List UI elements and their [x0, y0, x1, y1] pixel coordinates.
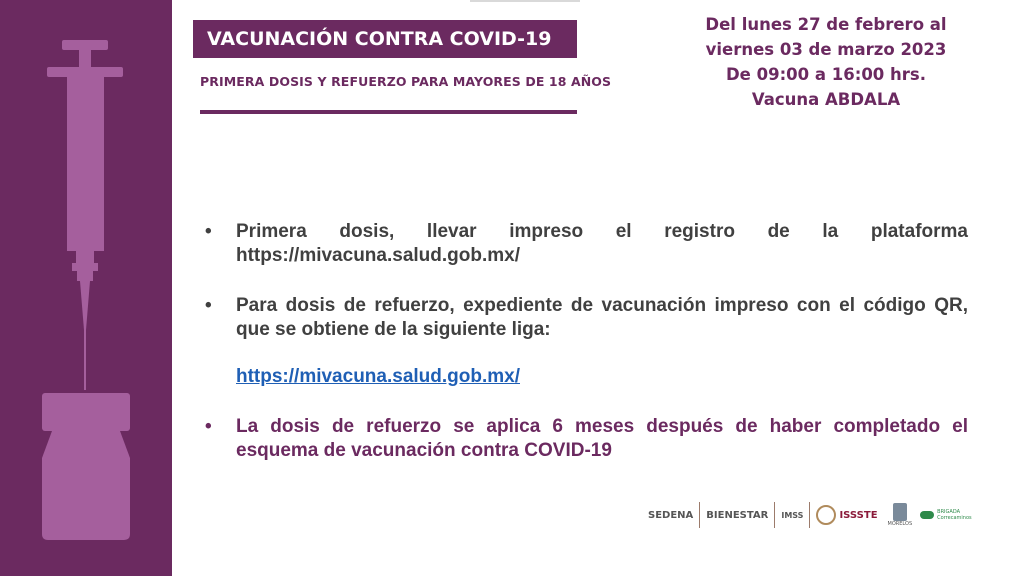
bullet-marker: •	[205, 221, 212, 242]
morelos-emblem-icon	[893, 503, 907, 521]
institution-logos	[648, 495, 988, 535]
schedule-dates-end: viernes 03 de marzo 2023	[705, 40, 947, 59]
schedule-block	[690, 12, 962, 112]
syringe-icon	[47, 40, 123, 390]
link-line	[205, 365, 968, 389]
list-item	[205, 220, 968, 268]
vial-icon	[42, 393, 130, 540]
vaccine-name: Vacuna ABDALA	[751, 90, 901, 109]
booster-requirement: Para dosis de refuerzo, expediente de vacunación impreso con el código QR, que se obtiene de la siguiente liga:	[236, 295, 968, 340]
brigada-emblem-icon	[920, 511, 934, 519]
logo-divider	[809, 502, 810, 528]
mivacuna-link[interactable]: https://mivacuna.salud.gob.mx/	[236, 366, 520, 387]
logo-divider	[774, 502, 775, 528]
bienestar-logo: BIENESTAR	[706, 509, 769, 521]
issste-logo: ISSSTE	[839, 509, 878, 521]
booster-interval-note: La dosis de refuerzo se aplica 6 meses después de haber completado el esquema de vacunación contra COVID-19	[236, 416, 968, 461]
bullet-marker: •	[205, 416, 212, 437]
imss-logo: IMSS	[781, 510, 804, 520]
page-title: VACUNACIÓN CONTRA COVID-19	[193, 20, 577, 58]
issste-emblem-icon	[816, 505, 836, 525]
schedule-dates-start: Del lunes 27 de febrero al	[705, 15, 947, 34]
sedena-logo: SEDENA	[648, 509, 694, 521]
page-subtitle: PRIMERA DOSIS Y REFUERZO PARA MAYORES DE 18 AÑOS	[200, 74, 612, 89]
brigada-logo: BRIGADA Correcaminos	[937, 509, 972, 521]
bullet-marker: •	[205, 295, 212, 316]
morelos-logo-block	[888, 503, 913, 527]
top-divider	[470, 0, 580, 2]
logo-divider	[699, 502, 700, 528]
list-item	[205, 294, 968, 342]
requirements-list	[205, 220, 968, 463]
sidebar-panel	[0, 0, 172, 576]
schedule-hours: De 09:00 a 16:00 hrs.	[725, 65, 926, 84]
subtitle-underline	[200, 110, 577, 114]
brigada-logo-block	[920, 509, 977, 521]
morelos-logo: MORELOS	[887, 521, 913, 527]
first-dose-requirement: Primera dosis, llevar impreso el registro de la plataforma https://mivacuna.salud.gob.mx/	[236, 221, 968, 266]
list-item	[205, 415, 968, 463]
